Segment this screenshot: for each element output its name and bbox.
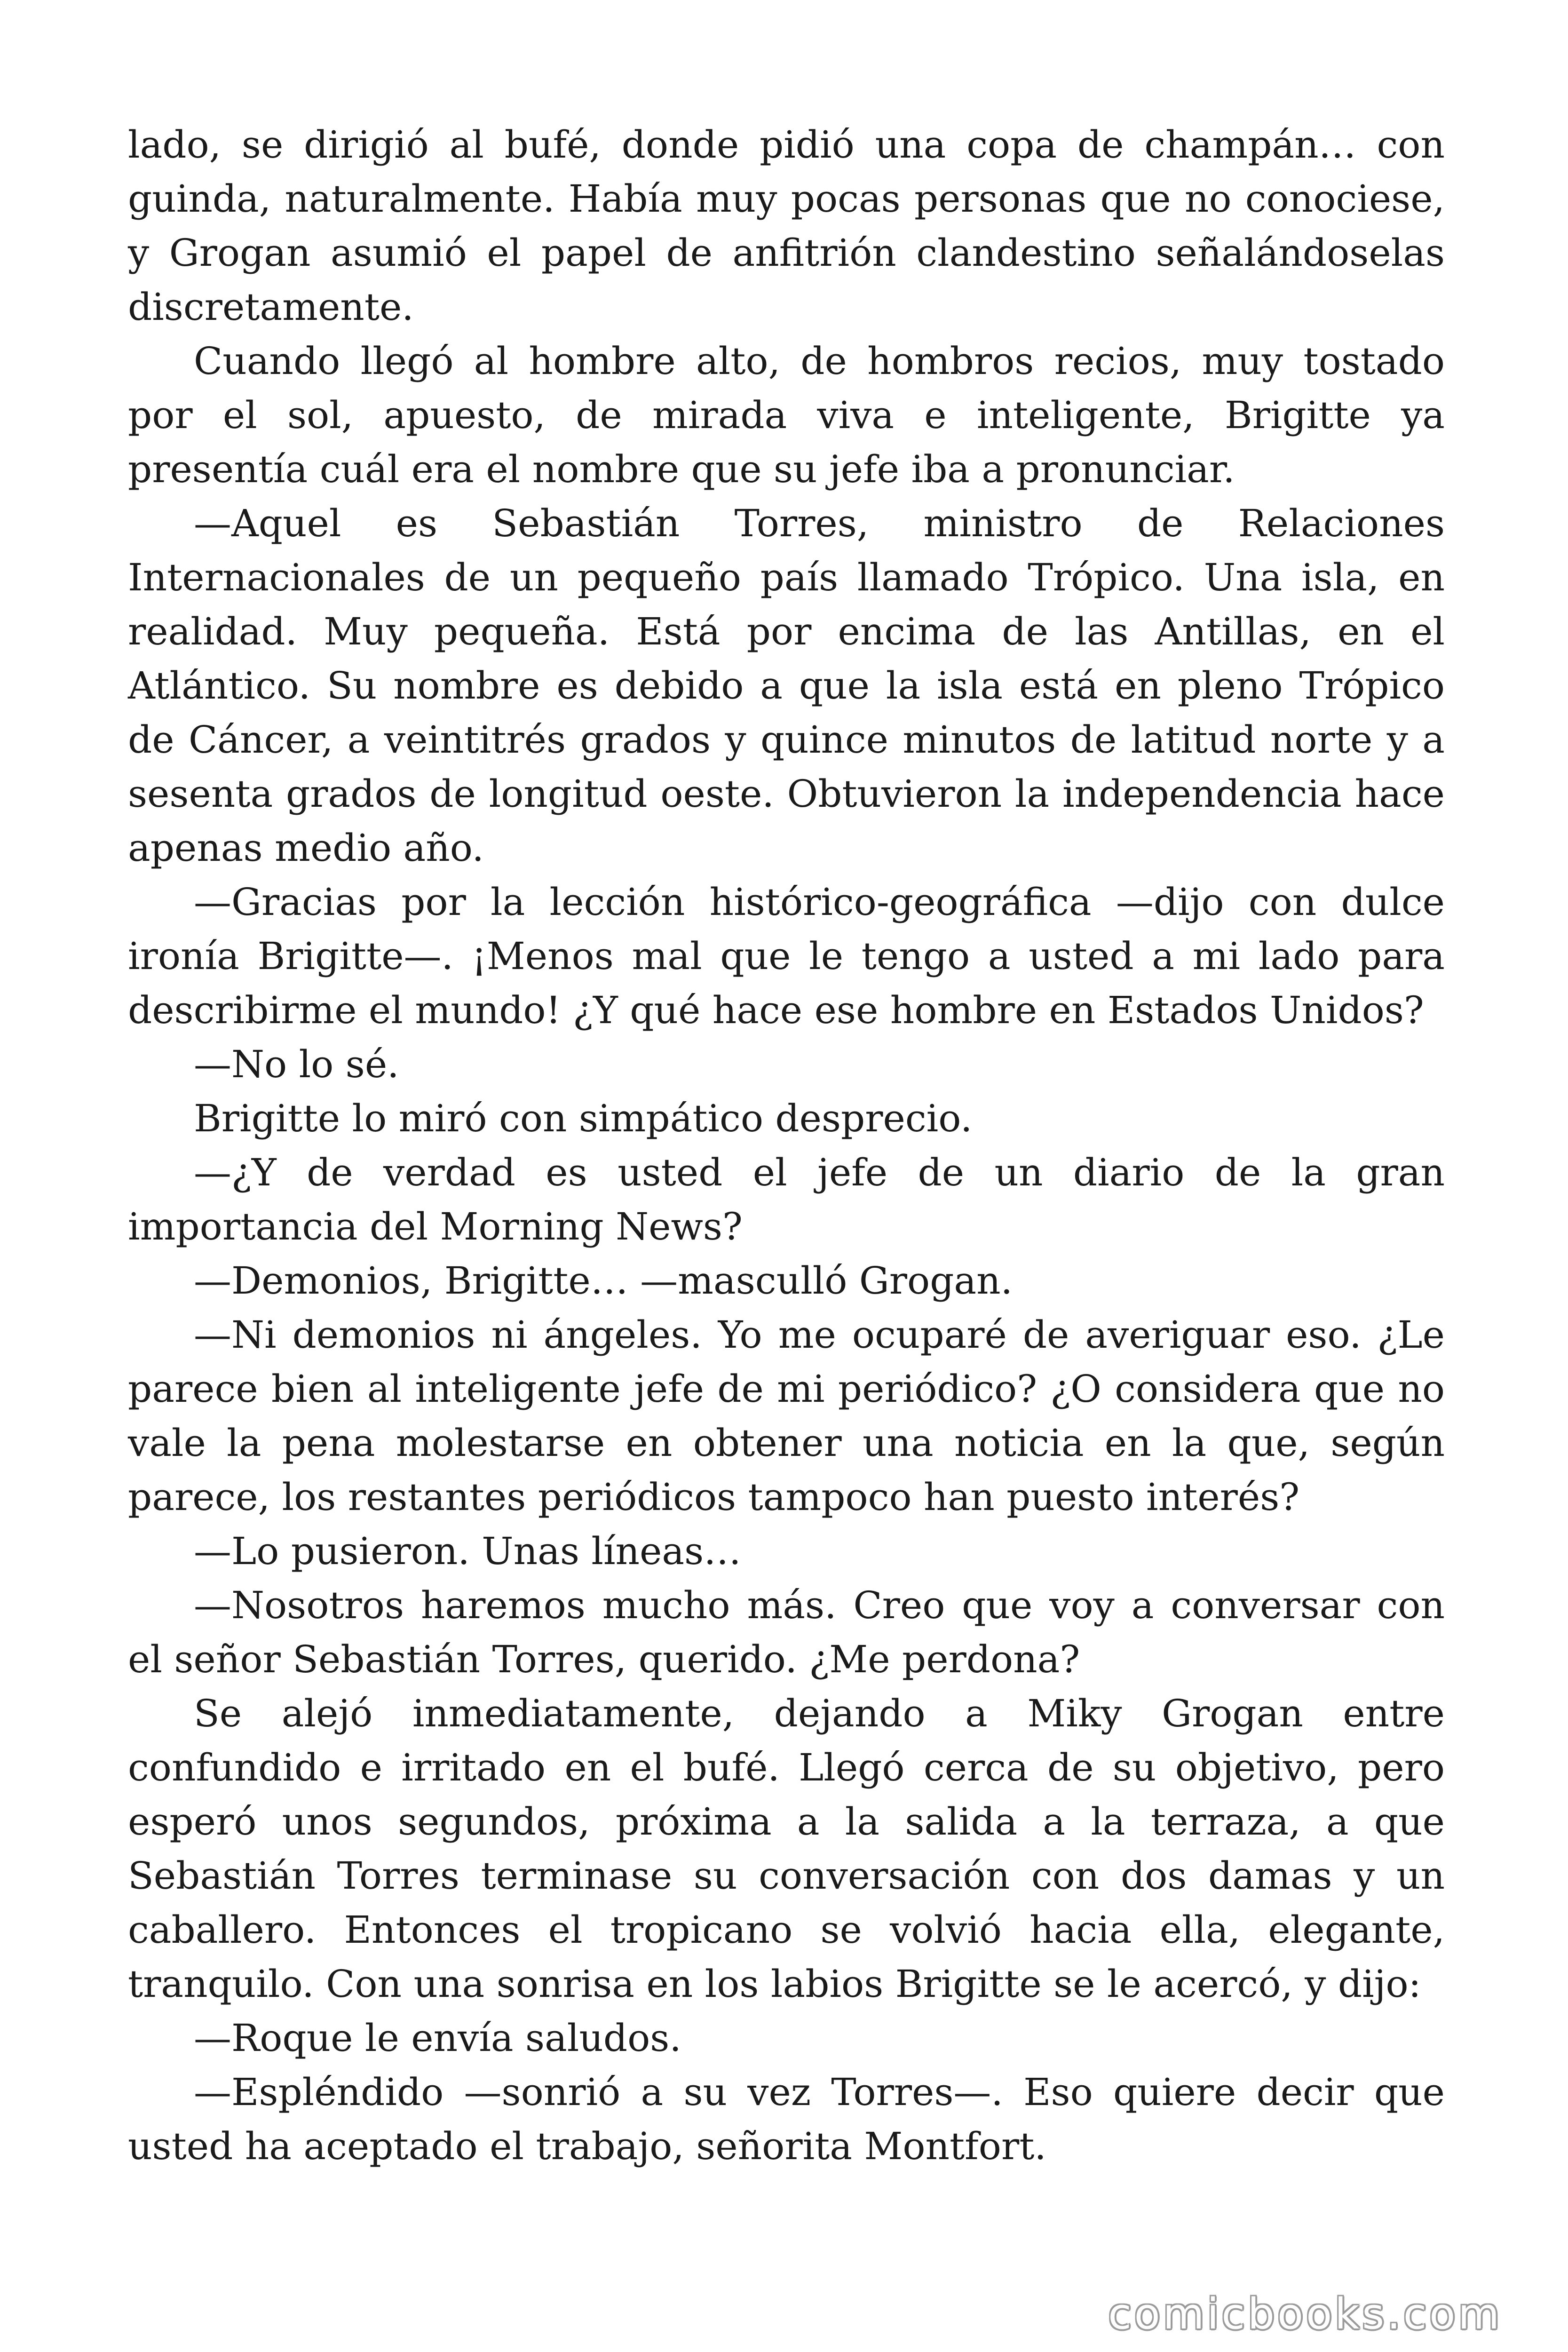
paragraph: —Aquel es Sebastián Torres, ministro de Relaciones Internacionales de un pequeño país llamado Trópico. Una isla, en realidad. Muy pequeña. Está por encima de las Antillas, en el Atlántico. Su nombre es debido a que la isla está en pleno Trópico de Cáncer, a veintitrés grados y quince minutos de latitud norte y a sesenta grados de longitud oeste. Obtuvieron la independencia hace apenas medio año. — [128, 501, 1445, 870]
paragraph: Cuando llegó al hombre alto, de hombros recios, muy tostado por el sol, apuesto, de mirada viva e inteligente, Brigitte ya presentía cuál era el nombre que su jefe iba a pronunciar. — [128, 339, 1445, 491]
paragraph: lado, se dirigió al bufé, donde pidió una copa de champán… con guinda, naturalmente. Había muy pocas personas que no conociese, y Grogan asumió el papel de anfitrión clandestino señalándoselas discretamente. — [128, 123, 1445, 329]
paragraph: Brigitte lo miró con simpático desprecio. — [194, 1097, 973, 1140]
watermark: comicbooks.com — [1108, 2289, 1502, 2339]
paragraph: —No lo sé. — [194, 1042, 399, 1086]
paragraph: —Espléndido —sonrió a su vez Torres—. Eso quiere decir que usted ha aceptado el trabajo, señorita Montfort. — [128, 2070, 1445, 2168]
paragraph: —Demonios, Brigitte… —masculló Grogan. — [194, 1259, 1013, 1303]
paragraph: —Nosotros haremos mucho más. Creo que voy a conversar con el señor Sebastián Torres, querido. ¿Me perdona? — [128, 1583, 1445, 1681]
paragraph: Se alejó inmediatamente, dejando a Miky Grogan entre confundido e irritado en el bufé. Llegó cerca de su objetivo, pero esperó unos segundos, próxima a la salida a la terraza, a que Sebastián Torres terminase su conversación con dos damas y un caballero. Entonces el tropicano se volvió hacia ella, elegante, tranquilo. Con una sonrisa en los labios Brigitte se le acercó, y dijo: — [128, 1692, 1445, 2006]
text-column — [128, 118, 1445, 2173]
paragraph: —¿Y de verdad es usted el jefe de un diario de la gran importancia del Morning News? — [128, 1151, 1445, 1248]
paragraph: —Ni demonios ni ángeles. Yo me ocuparé de averiguar eso. ¿Le parece bien al inteligente jefe de mi periódico? ¿O considera que no vale la pena molestarse en obtener una noticia en la que, según parece, los restantes periódicos tampoco han puesto interés? — [128, 1313, 1445, 1519]
paragraph: —Gracias por la lección histórico-geográfica —dijo con dulce ironía Brigitte—. ¡Menos mal que le tengo a usted a mi lado para describirme el mundo! ¿Y qué hace ese hombre en Estados Unidos? — [128, 880, 1445, 1032]
paragraph: —Lo pusieron. Unas líneas… — [194, 1529, 742, 1573]
paragraph: —Roque le envía saludos. — [194, 2016, 681, 2060]
